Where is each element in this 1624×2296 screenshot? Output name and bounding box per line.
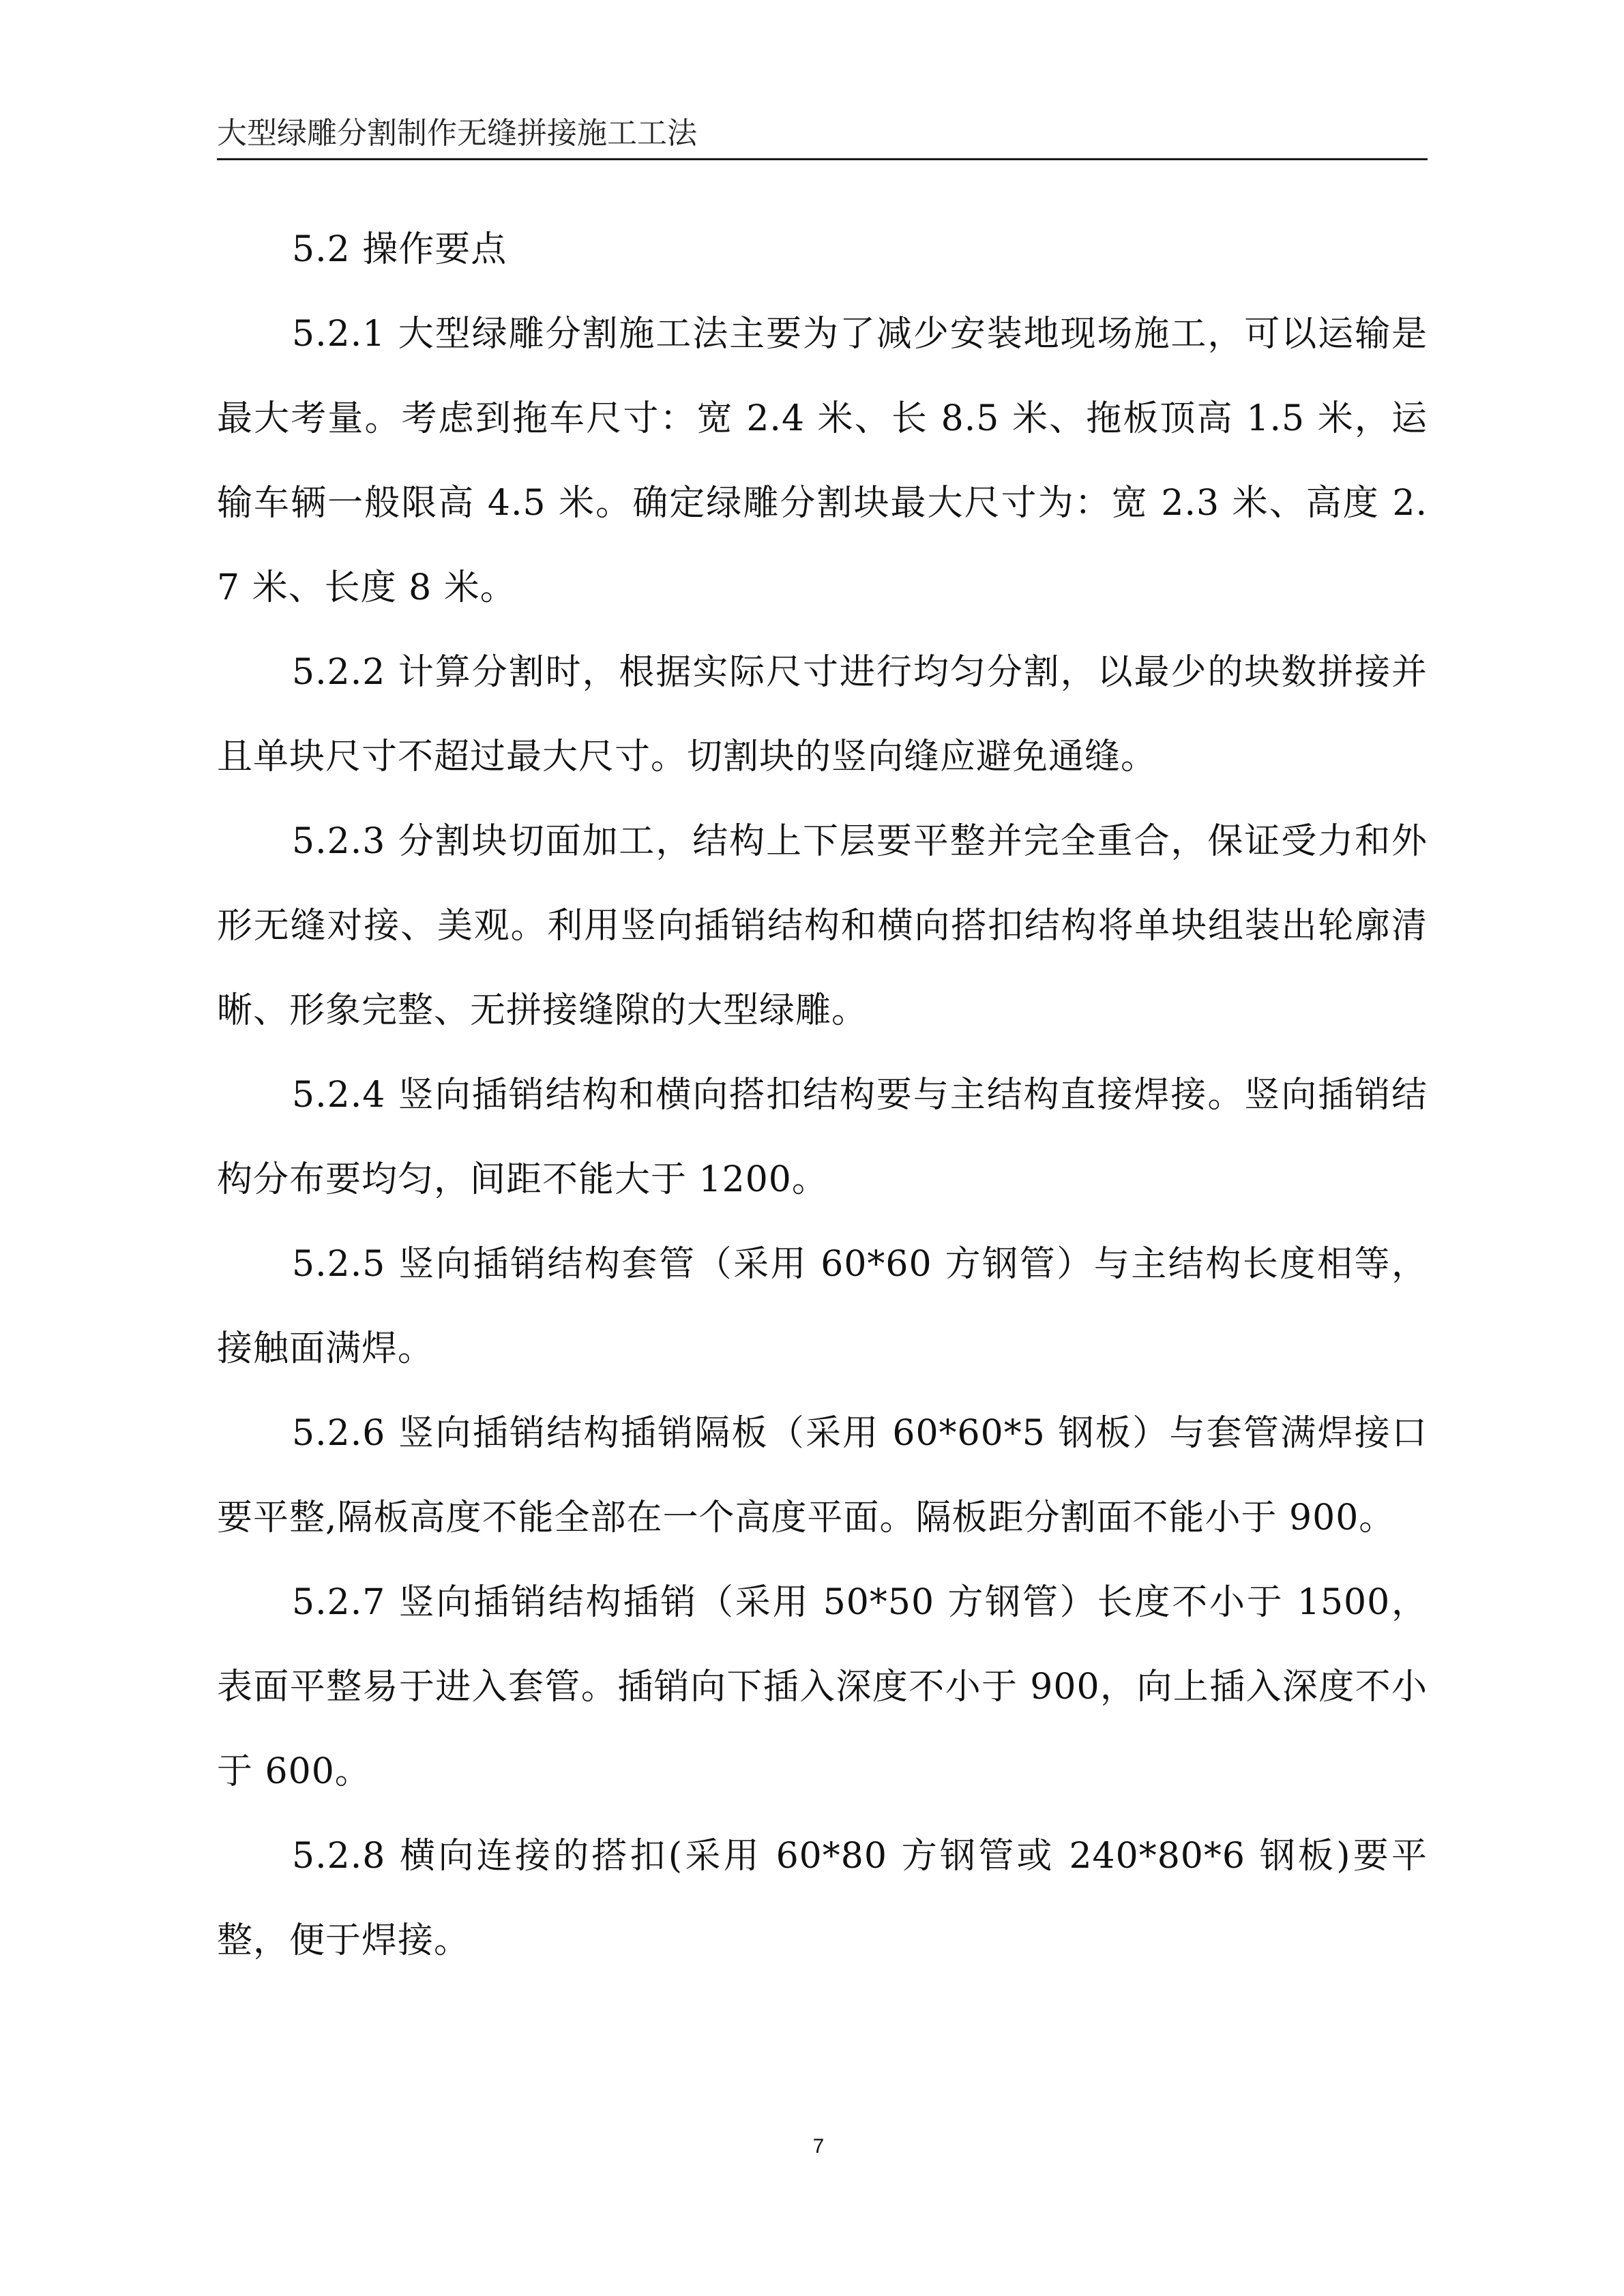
page-header: [217, 110, 1428, 160]
paragraph-5-2-7: 5.2.7 竖向插销结构插销（采用 50*50 方钢管）长度不小于 1500，表面平整易于进入套管。插销向下插入深度不小于 900，向上插入深度不小于 600。: [217, 1582, 1428, 1792]
section-heading: 5.2 操作要点: [292, 229, 507, 270]
paragraph-5-2-6: 5.2.6 竖向插销结构插销隔板（采用 60*60*5 钢板）与套管满焊接口要平整,隔板高度不能全部在一个高度平面。隔板距分割面不能小于 900。: [217, 1413, 1428, 1538]
paragraph-5-2-4: 5.2.4 竖向插销结构和横向搭扣结构要与主结构直接焊接。竖向插销结构分布要均匀，间距不能大于 1200。: [217, 1075, 1428, 1200]
document-body: [217, 207, 1428, 1983]
paragraph-5-2-1: 5.2.1 大型绿雕分割施工法主要为了减少安装地现场施工，可以运输是最大考量。考虑到拖车尺寸：宽 2.4 米、长 8.5 米、拖板顶高 1.5 米，运输车辆一般限高 4.5 米。确定绿雕分割块最大尺寸为：宽 2.3 米、高度 2.7 米、长度 8 米。: [217, 314, 1428, 608]
paragraph-5-2-8: 5.2.8 横向连接的搭扣(采用 60*80 方钢管或 240*80*6 钢板)要平整，便于焊接。: [217, 1836, 1428, 1961]
page-number: 7: [812, 2135, 825, 2158]
paragraph-5-2-2: 5.2.2 计算分割时，根据实际尺寸进行均匀分割，以最少的块数拼接并且单块尺寸不超过最大尺寸。切割块的竖向缝应避免通缝。: [217, 652, 1428, 777]
paragraph-5-2-3: 5.2.3 分割块切面加工，结构上下层要平整并完全重合，保证受力和外形无缝对接、美观。利用竖向插销结构和横向搭扣结构将单块组装出轮廓清晰、形象完整、无拼接缝隙的大型绿雕。: [217, 821, 1428, 1031]
header-title: 大型绿雕分割制作无缝拼接施工工法: [217, 116, 697, 151]
paragraph-5-2-5: 5.2.5 竖向插销结构套管（采用 60*60 方钢管）与主结构长度相等，接触面满焊。: [217, 1244, 1428, 1369]
